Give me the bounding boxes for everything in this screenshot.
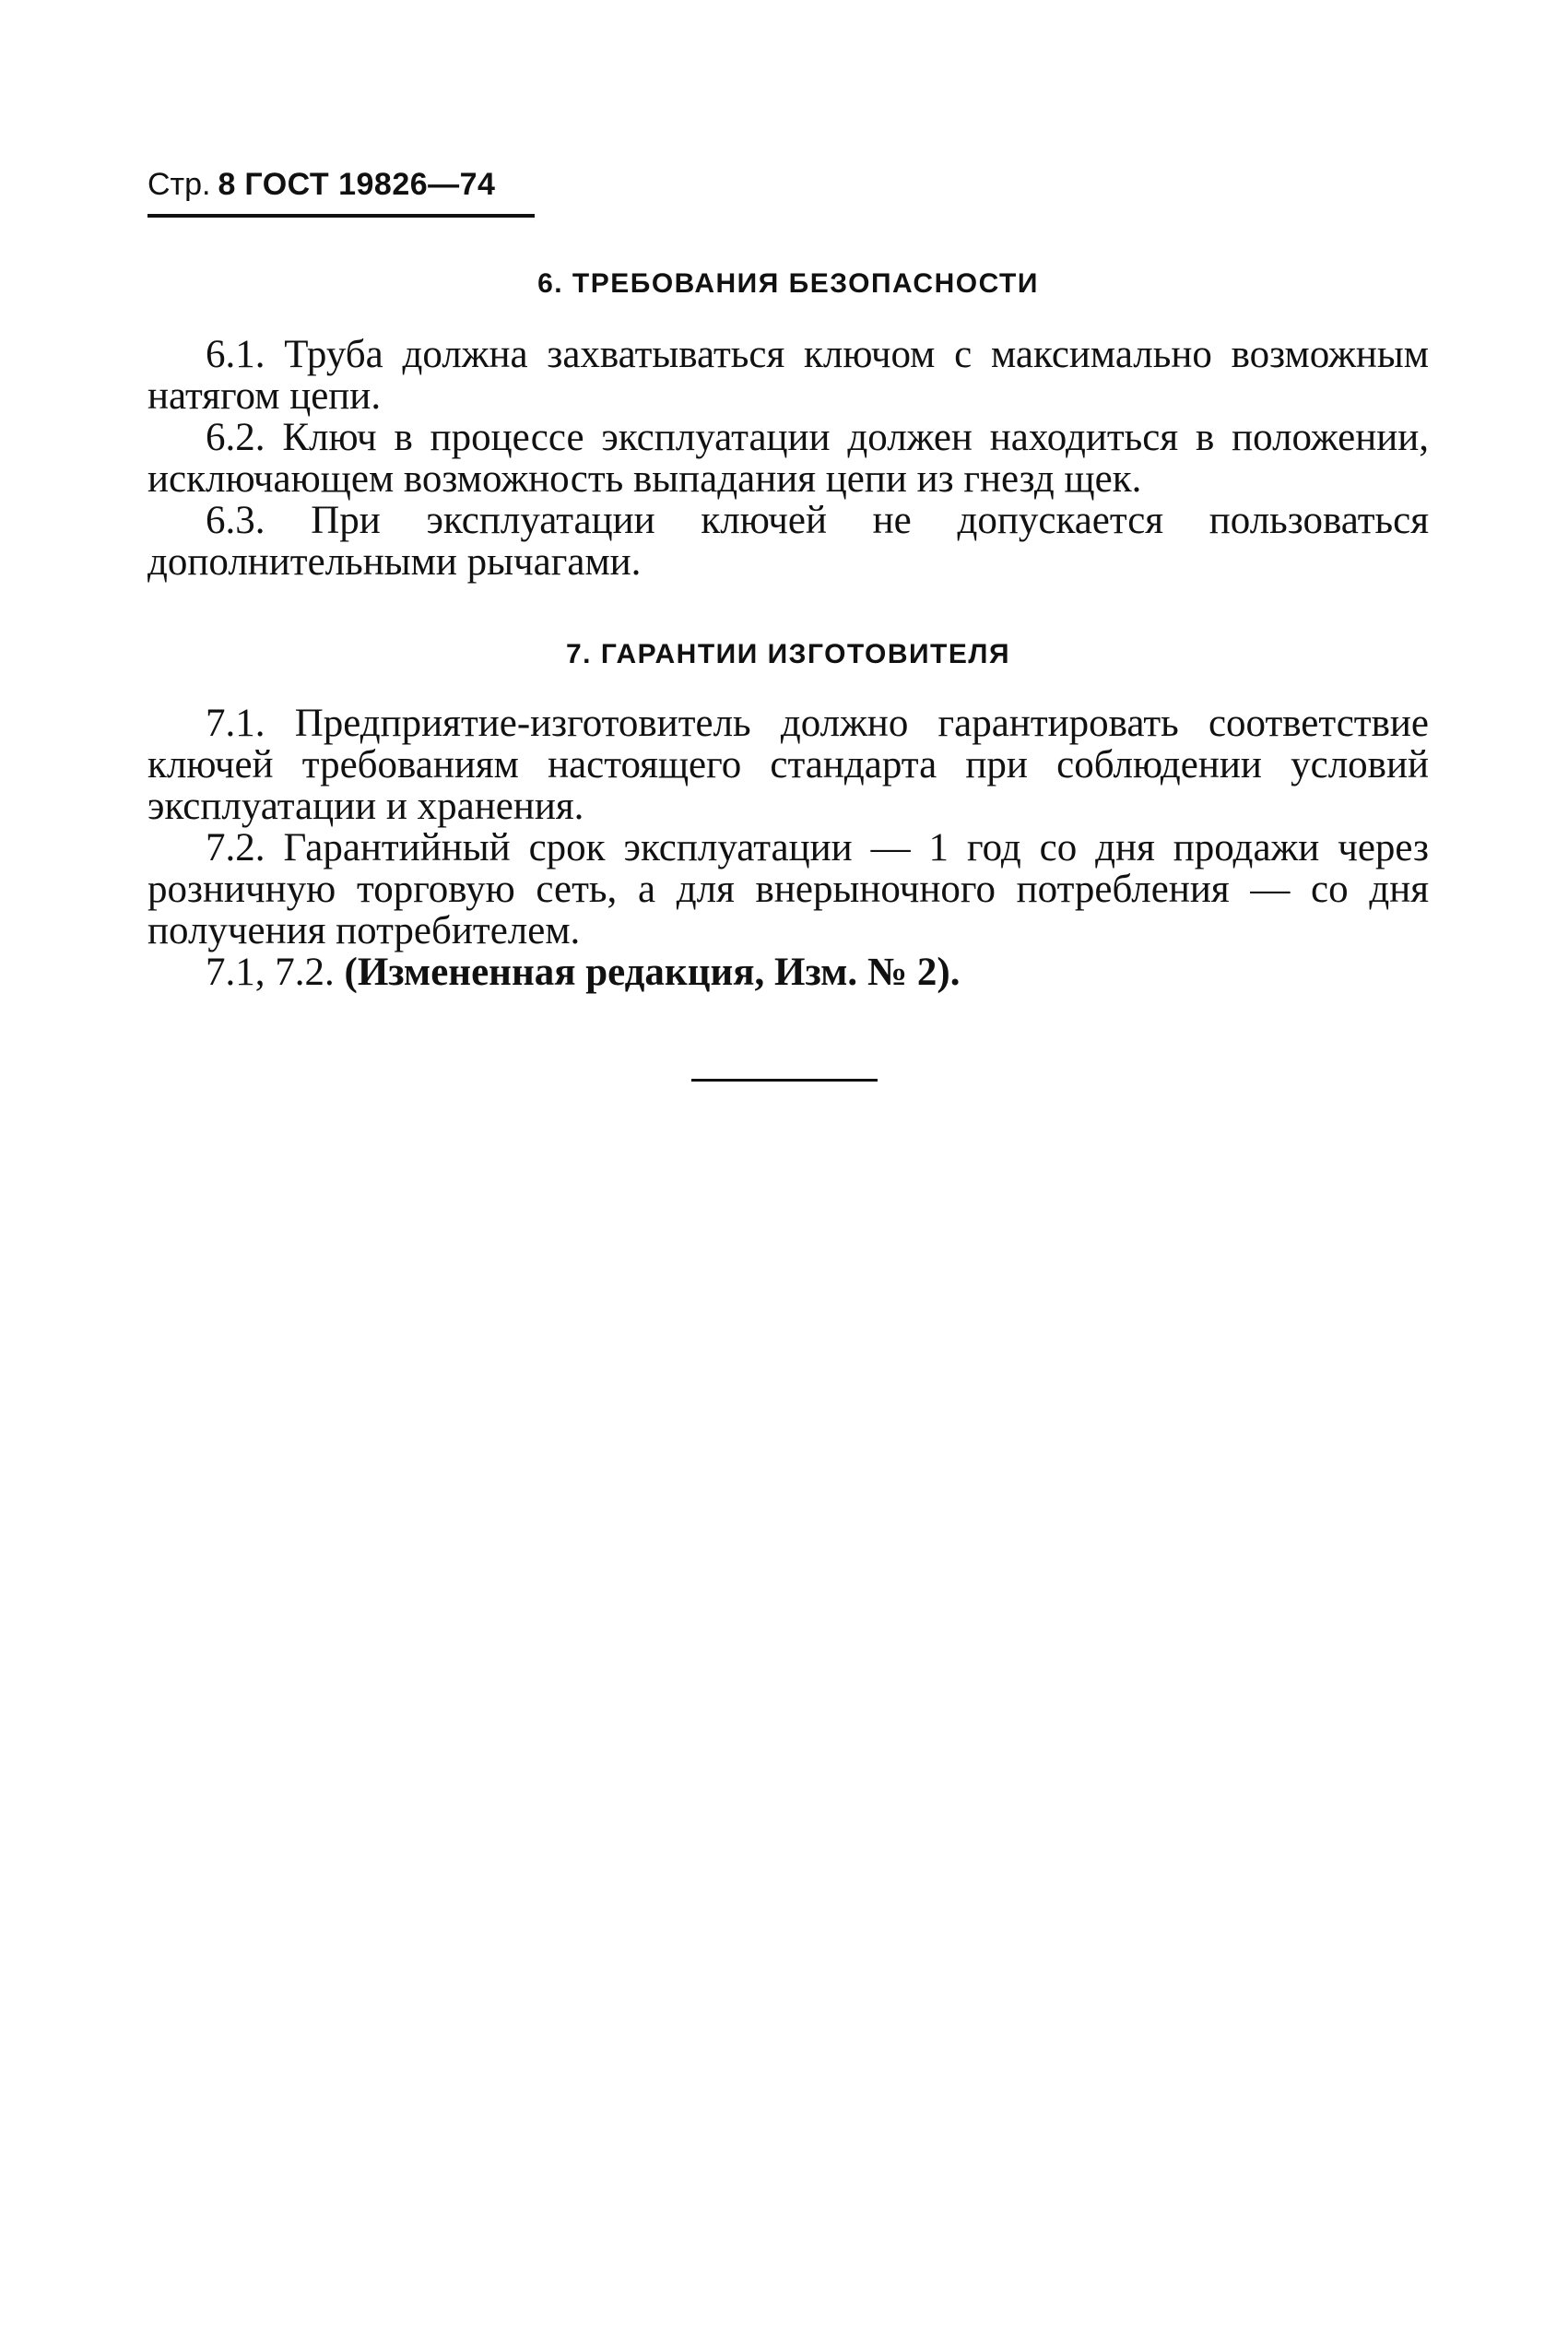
standard-designation: ГОСТ 19826—74 <box>244 167 496 202</box>
section-7-heading: 7. ГАРАНТИИ ИЗГОТОВИТЕЛЯ <box>565 639 1010 669</box>
page-number: 8 <box>218 167 236 202</box>
amendment-ref: 7.1, 7.2. <box>206 951 335 994</box>
section-6-heading: 6. ТРЕБОВАНИЯ БЕЗОПАСНОСТИ <box>537 268 1039 299</box>
clause-6-3: 6.3. При эксплуатации ключей не допускается пользоваться дополнительными рычагами. <box>147 499 1429 584</box>
page-header <box>147 166 535 221</box>
clause-7-2: 7.2. Гарантийный срок эксплуатации — 1 год со дня продажи через розничную торговую сеть, а для внерыночного потребления — со дня получения потребителем. <box>147 826 1429 952</box>
clause-6-1: 6.1. Труба должна захватываться ключом с максимально возможным натягом цепи. <box>147 333 1429 418</box>
end-rule <box>691 1079 878 1082</box>
header-rule <box>147 214 535 218</box>
amendment-text: (Измененная редакция, Изм. № 2). <box>344 951 961 994</box>
clause-7-1: 7.1. Предприятие-изготовитель должно гарантировать соответствие ключей требованиям настоящего стандарта при соблюдении условий эксплуатации и хранения. <box>147 702 1429 828</box>
amendment-note <box>147 952 1429 993</box>
running-header <box>147 167 495 202</box>
clause-6-2: 6.2. Ключ в процессе эксплуатации должен находиться в положении, исключающем возможность выпадания цепи из гнезд щек. <box>147 416 1429 501</box>
page-label: Стр. <box>147 167 211 202</box>
